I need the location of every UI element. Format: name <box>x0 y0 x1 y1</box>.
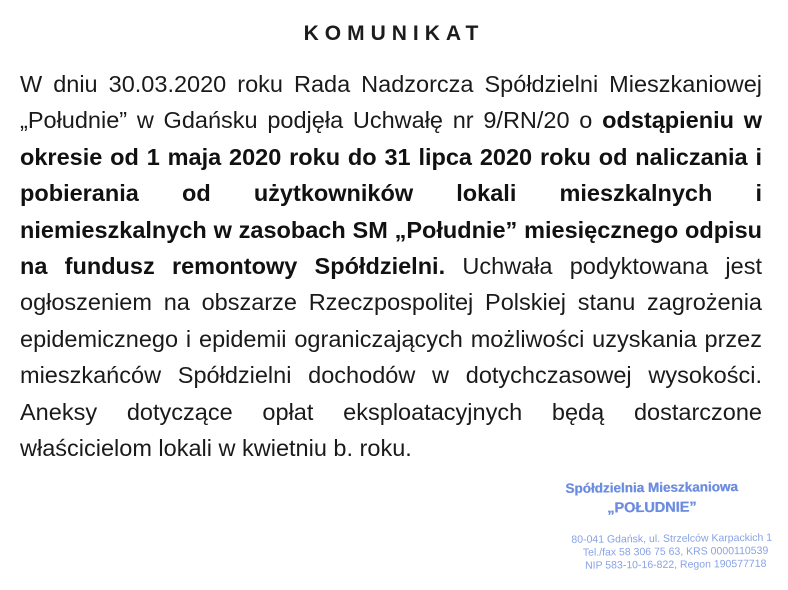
stamp-subname: „POŁUDNIE” <box>607 499 697 517</box>
stamp-phone-krs: Tel./fax 58 306 75 63, KRS 0000110539 <box>582 544 769 559</box>
stamp-address: 80-041 Gdańsk, ul. Strzelców Karpackich 1 <box>571 531 773 546</box>
paragraph-intro: W dniu 30.03.2020 roku Rada Nadzorcza Spółdzielni Mieszkaniowej „Południe” w Gdańsku podjęła Uchwałę nr 9/RN/20 o <box>20 71 762 134</box>
paragraph-rest: Uchwała podyktowana jest ogłoszeniem na obszarze Rzeczpospolitej Polskiej stanu zagrożenia epidemicznego i epidemii ograniczających możliwości uzyskania przez mieszkańców Spółdzielni dochodów w dotychczasowej wysokości. Aneksy dotyczące opłat eksploatacyjnych będą dostarczone właścicielom lokali w kwietniu b. roku. <box>20 253 762 462</box>
cooperative-stamp <box>531 469 772 584</box>
stamp-name: Spółdzielnia Mieszkaniowa <box>565 479 738 496</box>
announcement-paragraph <box>20 66 762 466</box>
page-title: KOMUNIKAT <box>303 22 485 45</box>
paragraph-bold-resolution: odstąpieniu w okresie od 1 maja 2020 roku do 31 lipca 2020 roku od naliczania i pobierania od użytkowników lokali mieszkalnych i niemieszkalnych w zasobach SM „Południe” miesięcznego odpisu na fundusz remontowy Spółdzielni. <box>20 107 762 280</box>
stamp-nip-regon: NIP 583-10-16-822, Regon 190577718 <box>584 557 767 572</box>
